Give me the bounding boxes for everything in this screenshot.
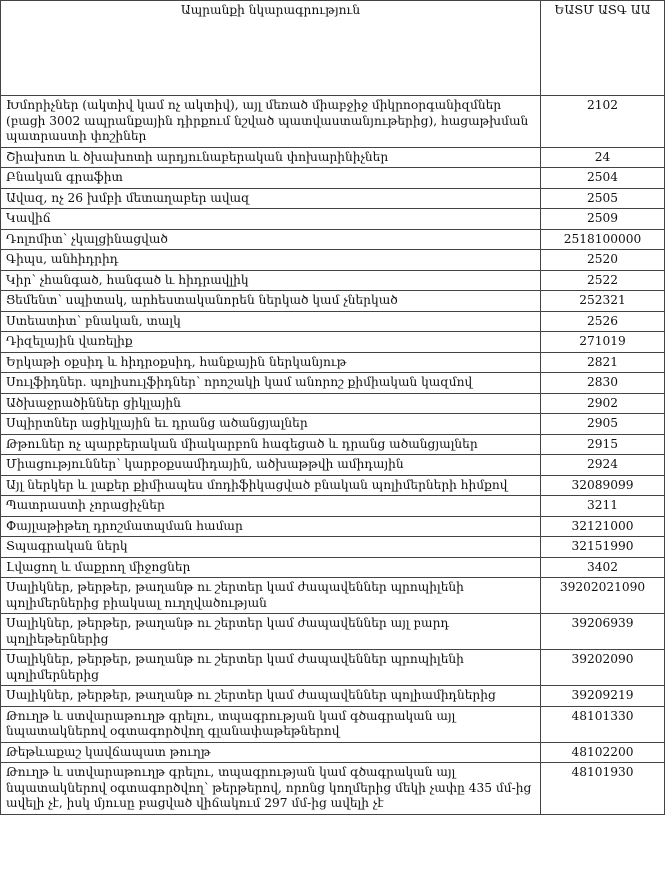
hs-code: 39209219 — [541, 686, 665, 707]
header-row — [1, 1, 665, 96]
product-description: Գիպս, անհիդրիդ — [1, 250, 541, 271]
table-row — [1, 393, 665, 414]
hs-code: 39202021090 — [541, 578, 665, 614]
product-description: Սալիկներ, թերթեր, թաղանթ ու շերտեր կամ ժապավեններ պրոպիլենի պոլիմերներից բիակսալ ուղղվածության — [1, 578, 541, 614]
table-row — [1, 686, 665, 707]
product-description: Թուղթ և ստվարաթուղթ գրելու, տպագրության կամ գծագրական այլ նպատակներով օգտագործվող՝ թերթերով, որոնց կողմերից մեկի չափը 435 մմ-ից ավելի չէ, իսկ մյուսը բացված վիճակում 297 մմ-ից ավելի չէ — [1, 763, 541, 815]
product-description: Կիր՝ չհանգած, հանգած և հիդրավլիկ — [1, 270, 541, 291]
hs-code: 2520 — [541, 250, 665, 271]
table-row — [1, 352, 665, 373]
table-row — [1, 455, 665, 476]
table-row — [1, 742, 665, 763]
hs-code: 2830 — [541, 373, 665, 394]
product-description: Ածխաջրածիններ ցիկլային — [1, 393, 541, 414]
product-description: Ստեատիտ՝ բնական, տալկ — [1, 311, 541, 332]
code-column-header: ԵԱՏՄ ԱՏԳ ԱԱ — [541, 1, 665, 96]
hs-code: 2915 — [541, 434, 665, 455]
table-row — [1, 557, 665, 578]
product-description: Տպագրական ներկ — [1, 537, 541, 558]
product-description: Այլ ներկեր և լաքեր քիմիապես մոդիֆիկացված բնական պոլիմերների հիմքով — [1, 475, 541, 496]
hs-code: 2102 — [541, 96, 665, 148]
product-description: Խմորիչներ (ակտիվ կամ ոչ ակտիվ), այլ մեռած միաբջիջ միկրոօրգանիզմներ (բացի 3002 ապրանքային դիրքում նշված պատվաստանյութերից), հացաթխման պատրաստի փոշիներ — [1, 96, 541, 148]
table-row — [1, 650, 665, 686]
hs-code: 2522 — [541, 270, 665, 291]
product-description: Կավիճ — [1, 209, 541, 230]
table-row — [1, 332, 665, 353]
table-row — [1, 270, 665, 291]
table-row — [1, 209, 665, 230]
product-description: Դոլոմիտ՝ չկալցինացված — [1, 229, 541, 250]
table-row — [1, 168, 665, 189]
hs-code: 32151990 — [541, 537, 665, 558]
hs-code: 2905 — [541, 414, 665, 435]
product-description: Թթուներ ոչ պարբերական միակարբոն հագեցած և դրանց ածանցյալներ — [1, 434, 541, 455]
table-row — [1, 706, 665, 742]
hs-code: 39202090 — [541, 650, 665, 686]
description-column-header: Ապրանքի նկարագրություն — [1, 1, 541, 96]
hs-code: 3402 — [541, 557, 665, 578]
table-row — [1, 250, 665, 271]
product-description: Փայլաթիթեղ դրոշմատպման համար — [1, 516, 541, 537]
hs-code: 48102200 — [541, 742, 665, 763]
table-row — [1, 96, 665, 148]
product-description: Երկաթի օքսիդ և հիդրօքսիդ, հանքային ներկանյութ — [1, 352, 541, 373]
hs-code: 39206939 — [541, 614, 665, 650]
table-row — [1, 763, 665, 815]
product-description: Ցեմենտ՝ սպիտակ, արհեստականորեն ներկած կամ չներկած — [1, 291, 541, 312]
hs-code: 2518100000 — [541, 229, 665, 250]
table-row — [1, 229, 665, 250]
product-description: Դիզելային վառելիք — [1, 332, 541, 353]
product-description: Ավազ, ոչ 26 խմբի մետաղաբեր ավազ — [1, 188, 541, 209]
hs-code: 32089099 — [541, 475, 665, 496]
table-row — [1, 578, 665, 614]
hs-code: 252321 — [541, 291, 665, 312]
table-row — [1, 496, 665, 517]
hs-code: 2526 — [541, 311, 665, 332]
product-description: Բնական գրաֆիտ — [1, 168, 541, 189]
table-row — [1, 311, 665, 332]
table-row — [1, 475, 665, 496]
product-description: Միացություններ՝ կարբօքսամիդային, ածխաթթվի ամիդային — [1, 455, 541, 476]
table-row — [1, 614, 665, 650]
hs-code: 2924 — [541, 455, 665, 476]
table-row — [1, 373, 665, 394]
hs-code: 48101930 — [541, 763, 665, 815]
table-row — [1, 537, 665, 558]
table-row — [1, 147, 665, 168]
product-description: Թեթևաքաշ կավճապատ թուղթ — [1, 742, 541, 763]
product-description: Սալիկներ, թերթեր, թաղանթ ու շերտեր կամ ժապավեններ պոլիամիդներից — [1, 686, 541, 707]
table-body — [1, 96, 665, 815]
hs-code: 271019 — [541, 332, 665, 353]
table-row — [1, 434, 665, 455]
hs-code: 48101330 — [541, 706, 665, 742]
table-row — [1, 516, 665, 537]
hs-code: 2509 — [541, 209, 665, 230]
hs-code: 24 — [541, 147, 665, 168]
table-row — [1, 291, 665, 312]
product-description: Սպիրտներ ացիկլային եւ դրանց ածանցյալներ — [1, 414, 541, 435]
product-description: Լվացող և մաքրող միջոցներ — [1, 557, 541, 578]
hs-code: 2821 — [541, 352, 665, 373]
hs-code: 2902 — [541, 393, 665, 414]
product-description: Թուղթ և ստվարաթուղթ գրելու, տպագրության կամ գծագրական այլ նպատակներով օգտագործվող գլանափաթեթներով — [1, 706, 541, 742]
product-description: Սուլֆիդներ. պոլիսուլֆիդներ՝ որոշակի կամ անորոշ քիմիական կազմով — [1, 373, 541, 394]
product-description: Պատրաստի չորացիչներ — [1, 496, 541, 517]
hs-code: 3211 — [541, 496, 665, 517]
hs-code: 2504 — [541, 168, 665, 189]
hs-code: 32121000 — [541, 516, 665, 537]
product-description: Սալիկներ, թերթեր, թաղանթ ու շերտեր կամ ժապավեններ պրոպիլենի պոլիմերներից — [1, 650, 541, 686]
product-description: Շիախոտ և ծխախոտի արդյունաբերական փոխարինիչներ — [1, 147, 541, 168]
product-description: Սալիկներ, թերթեր, թաղանթ ու շերտեր կամ ժապավեններ այլ բարդ պոլիեթերներից — [1, 614, 541, 650]
table-row — [1, 188, 665, 209]
hs-code: 2505 — [541, 188, 665, 209]
table-row — [1, 414, 665, 435]
